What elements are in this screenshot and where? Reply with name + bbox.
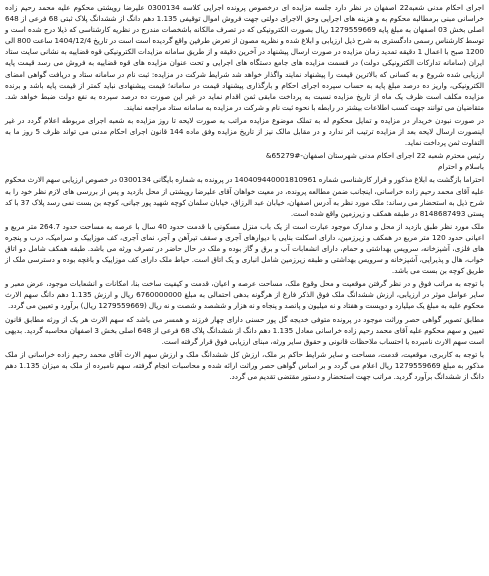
report-paragraph-4: مطابق تصویر گواهی حصر وراثت موجود در پرونده متوفی خدیجه گل پور حسنی دارای چهار فرزند و همسر می باشد که سهم الارث هر یک از ورثه مطابق قانون تعیین و سهم محکوم علیه آقای محمد رحیم زاده خراسانی معادل 1.135 دهم دانگ از ششدانگ پلاک 68 فرعی از 648 اصلی بخش 3 اصفهان محاسبه گردید. بدیهی است سهم الارث نامبرده با احتساب ملاحظات قانونی و حقوق سایر ورثه، مبنای ارزیابی فوق قرار گرفته است. xyxy=(5,314,485,346)
report-paragraph-2: ملک مورد نظر طبق بازدید از محل و مدارک موجود عبارت است از یک باب منزل مسکونی با قدمت حدود 40 سال با عرصه به مساحت حدود 264.7 متر مربع و اعیانی حدود 120 متر مربع در همکف و زیرزمین، دارای اسکلت بنایی با دیوارهای آجری و سقف تیرآهن و آجر، نمای آجری، کف موزاییک و سرامیک، درب و پنجره های فلزی، آشپزخانه، سرویس بهداشتی و حمام، دارای انشعابات آب و برق و گاز بوده و ملک در حال حاضر در تصرف ورثه می باشد. طبقه همکف شامل دو اتاق خواب، هال و پذیرایی، آشپزخانه و سرویس بهداشتی و طبقه زیرزمین شامل انباری و یک اتاق است. حیاط ملک دارای کف موزاییک و باغچه بوده و دسترسی ملک از طریق کوچه بن بست می باشد. xyxy=(5,221,484,276)
report-paragraph-3: با توجه به مراتب فوق و در نظر گرفتن موقعیت و محل وقوع ملک، مساحت عرصه و اعیان، قدمت و کیفیت ساخت بنا، امکانات و انشعابات موجود، عرض معبر و سایر عوامل موثر در ارزیابی، ارزش ششدانگ ملک فوق الذکر فارغ از هرگونه بدهی احتمالی به مبلغ 6760000000 ریال و ارزش 1.135 دهم دانگ سهم الارث محکوم علیه به مبلغ یک میلیارد و دویست و هفتاد و نه میلیون و پانصد و پنجاه و نه هزار و ششصد و شصت و نه ریال (1279559669 ریال) برآورد و تعیین می گردد. xyxy=(5,279,484,311)
notice-paragraph-intro: اجرای احکام مدنی شعبه22 اصفهان در نظر دارد جلسه مزایده ای درخصوص پرونده اجرایی کلاسه 0300134 علیرضا رویشتی محکوم علیه محمد رحیم زاده خراسانی مبنی برمطالبه محکوم به و هزینه های اجرایی وحق الاجرای دولتی جهت فروش اموال توقیفی 1.135 دهم دانگ از ششدانگ پلاک ثبتی 68 فرعی از 648 اصلی بخش 03 اصفهان به مبلغ پایه 1279559669 ریال بصورت الکترونیکی که در تصرف مالکانه باشخصات مندرج در نظریه کارشناسی که ذیلا درج شده است و توسط کارشناس رسمی دادگستری به شرح ذیل ارزیابی و ابلاغ شده و نظریه مصون از تعرض طرفین واقع گردیده است است در تاریخ 1404/12/4 ساعت 800 الی 1200 صبح با اعمال 1 دقیقه تمدید زمان مزایده در صورت ارسال پیشنهاد در آخرین دقیقه و از طریق سامانه مزایدات الکترونیکی قوه قضاییه به نشانی سایت ستاد ایران (سامانه تدارکات الکترونیکی دولت) در قسمت مزایده های جامع دستگاه های اجرایی و تحت عنوان مزایده های قوه قضاییه به فروش می رسد قیمت پایه ارزیابی شده شروع و به کسانی که بالاترین قیمت را پیشنهاد نمایند واگذار خواهد شد شرایط شرکت در مزایده: ثبت نام در سامانه ستاد و دریافت گواهی امضای الکترونیکی، واریز ده درصد مبلغ پایه به حساب سپرده اجرای احکام و بارگذاری پیشنهاد قیمت در سامانه؛ قیمت پیشنهادی نباید کمتر از قیمت پایه باشد و برنده مزایده مکلف است ظرف یک ماه از تاریخ مزایده نسبت به پرداخت مابقی ثمن اقدام نماید در غیر این صورت ده درصد سپرده به نفع دولت ضبط خواهد شد. متقاضیان می توانند جهت کسب اطلاعات بیشتر در رابطه با نحوه ثبت نام و شرکت در مزایده به سامانه ستاد مراجعه نمایند. xyxy=(5,3,485,112)
recipient-line: رئیس محترم شعبه 22 اجرای احکام مدنی شهرستان اصفهان-#65279& xyxy=(265,151,484,161)
report-paragraph-5: با توجه به کاربری، موقعیت، قدمت، مساحت و سایر شرایط حاکم بر ملک، ارزش کل ششدانگ ملک و ارزش سهم الارث آقای محمد رحیم زاده خراسانی از ملک مذکور به مبلغ 1279559669 ریال اعلام می گردد و بر اساس گواهی حصر وراثت ارائه شده و محاسبات انجام گرفته، سهم نامبرده از ملک به میزان 1.135 دهم دانگ از ششدانگ برآورد گردید. مراتب جهت استحضار و دستور مقتضی تقدیم می گردد. xyxy=(5,349,485,381)
report-paragraph-1: احتراما بازگشت به ابلاغ مذکور و قرار کارشناسی شماره 140409440001810961 در پرونده به شماره بایگانی 0300134 در خصوص ارزیابی سهم الارث محکوم علیه آقای محمد رحیم زاده خراسانی، اینجانب ضمن مطالعه پرونده، در معیت خواهان آقای علیرضا رویشتی از محل بازدید و پس از بررسی های لازم نظر خود را به شرح ذیل به استحضار می رساند: ملک مورد نظر به آدرس اصفهان، خیابان عبد الرزاق، خیابان سلمان کوچه شهید پور جیانی، کوچه بن بست نمی رسد پلاک 37 با کد پستی 8148687493 در طبقه همکف و زیرزمین واقع شده است. xyxy=(5,175,485,218)
salutation-line: باسلام و احترام xyxy=(437,162,484,172)
notice-paragraph-conditions: در صورت نبودن خریدار در مزایده و تمایل محکوم له به تملک موضوع مزایده مراتب به صورت لایحه تا روز مزایده به شعبه اجرای مربوطه اعلام گردد در غیر اینصورت ارسال لایحه بعد از مزایده ترتیب اثر ندارد و در مقابل مالک نیز از تاریخ مزایده وفق ماده 144 قانون اجرای احکام مدنی می تواند ظرف 5 روز ما به التفاوت ثمن پرداخت نماید. xyxy=(5,115,484,148)
